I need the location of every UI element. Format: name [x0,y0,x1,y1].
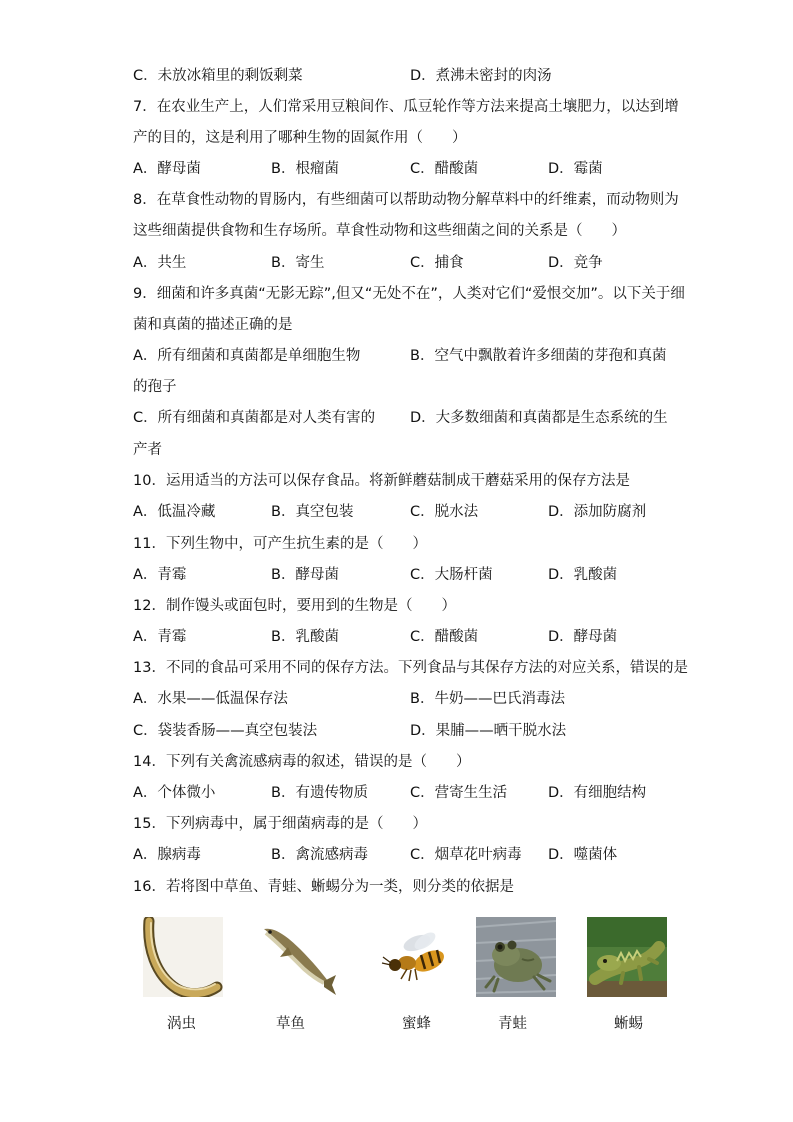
q9-stem-line2: 菌和真菌的描述正确的是 [133,317,293,333]
q12-option-a: A．青霉 [133,629,187,645]
frog-photo [476,917,556,997]
q7-option-b: B．根瘤菌 [271,161,339,177]
q8-option-c: C．捕食 [410,255,464,271]
q14-option-b: B．有遗传物质 [271,785,368,801]
q13-option-a: A．水果——低温保存法 [133,691,288,707]
q12-option-c: C．醋酸菌 [410,629,479,645]
q9-stem-line1: 9．细菌和许多真菌“无影无踪”,但又“无处不在”，人类对它们“爱恨交加”。以下关于细 [133,286,685,302]
flatworm-photo [143,917,223,997]
q15-option-b: B．禽流感病毒 [271,847,368,863]
honeybee-photo [373,917,453,997]
q16-stem: 16．若将图中草鱼、青蛙、蜥蜴分为一类，则分类的依据是 [133,879,514,895]
q12-option-d: D．酵母菌 [548,629,618,645]
q7-stem-line2: 产的目的，这是利用了哪种生物的固氮作用（ ） [133,130,467,146]
q9-option-d: D．大多数细菌和真菌都是生态系统的生 [410,410,668,426]
q13-option-d: D．果脯——晒干脱水法 [410,723,567,739]
q10-option-b: B．真空包装 [271,504,354,520]
q14-stem: 14．下列有关禽流感病毒的叙述，错误的是（ ） [133,754,471,770]
q6-option-c: C．未放冰箱里的剩饭剩菜 [133,68,303,84]
q14-option-a: A．个体微小 [133,785,216,801]
grass-carp-icon [258,917,338,997]
honeybee-caption: 蜜蜂 [402,1016,431,1032]
q10-stem: 10．运用适当的方法可以保存食品。将新鲜蘑菇制成干蘑菇采用的保存方法是 [133,473,630,489]
q11-stem: 11．下列生物中，可产生抗生素的是（ ） [133,536,427,552]
flatworm-icon [143,917,223,997]
q15-option-d: D．噬菌体 [548,847,618,863]
q10-option-c: C．脱水法 [410,504,479,520]
q12-option-b: B．乳酸菌 [271,629,339,645]
frog-caption: 青蛙 [498,1016,527,1032]
q13-option-c: C．袋装香肠——真空包装法 [133,723,318,739]
q15-option-c: C．烟草花叶病毒 [410,847,522,863]
q11-option-c: C．大肠杆菌 [410,567,493,583]
q14-option-c: C．营寄生生活 [410,785,508,801]
q8-option-b: B．寄生 [271,255,325,271]
q13-stem: 13．不同的食品可采用不同的保存方法。下列食品与其保存方法的对应关系，错误的是 [133,660,688,676]
lizard-icon [587,917,667,997]
q12-stem: 12．制作馒头或面包时，要用到的生物是（ ） [133,598,456,614]
flatworm-caption: 涡虫 [167,1016,196,1032]
grass-carp-photo [258,917,338,997]
q9-option-a: A．所有细菌和真菌都是单细胞生物 [133,348,361,364]
q7-option-a: A．酵母菌 [133,161,201,177]
q11-option-b: B．酵母菌 [271,567,339,583]
frog-icon [476,917,556,997]
q9-option-c: C．所有细菌和真菌都是对人类有害的 [133,410,376,426]
q8-stem-line2: 这些细菌提供食物和生存场所。草食性动物和这些细菌之间的关系是（ ） [133,223,626,239]
lizard-photo [587,917,667,997]
q9-option-b-continued: 的孢子 [133,379,177,395]
q11-option-a: A．青霉 [133,567,187,583]
q7-stem-line1: 7．在农业生产上，人们常采用豆粮间作、瓜豆轮作等方法来提高土壤肥力，以达到增 [133,99,679,115]
q14-option-d: D．有细胞结构 [548,785,647,801]
q10-option-d: D．添加防腐剂 [548,504,647,520]
q8-option-a: A．共生 [133,255,187,271]
q8-stem-line1: 8．在草食性动物的胃肠内，有些细菌可以帮助动物分解草料中的纤维素，而动物则为 [133,192,679,208]
grass-carp-caption: 草鱼 [276,1016,305,1032]
q6-option-d: D．煮沸未密封的肉汤 [410,68,552,84]
q15-stem: 15．下列病毒中，属于细菌病毒的是（ ） [133,816,427,832]
q9-option-b: B．空气中飘散着许多细菌的芽孢和真菌 [410,348,667,364]
q11-option-d: D．乳酸菌 [548,567,618,583]
q13-option-b: B．牛奶——巴氏消毒法 [410,691,565,707]
q7-option-c: C．醋酸菌 [410,161,479,177]
q9-option-d-continued: 产者 [133,442,162,458]
q10-option-a: A．低温冷藏 [133,504,216,520]
q8-option-d: D．竞争 [548,255,603,271]
lizard-caption: 蜥蜴 [614,1016,643,1032]
honeybee-icon [373,917,453,997]
q7-option-d: D．霉菌 [548,161,603,177]
q15-option-a: A．腺病毒 [133,847,201,863]
